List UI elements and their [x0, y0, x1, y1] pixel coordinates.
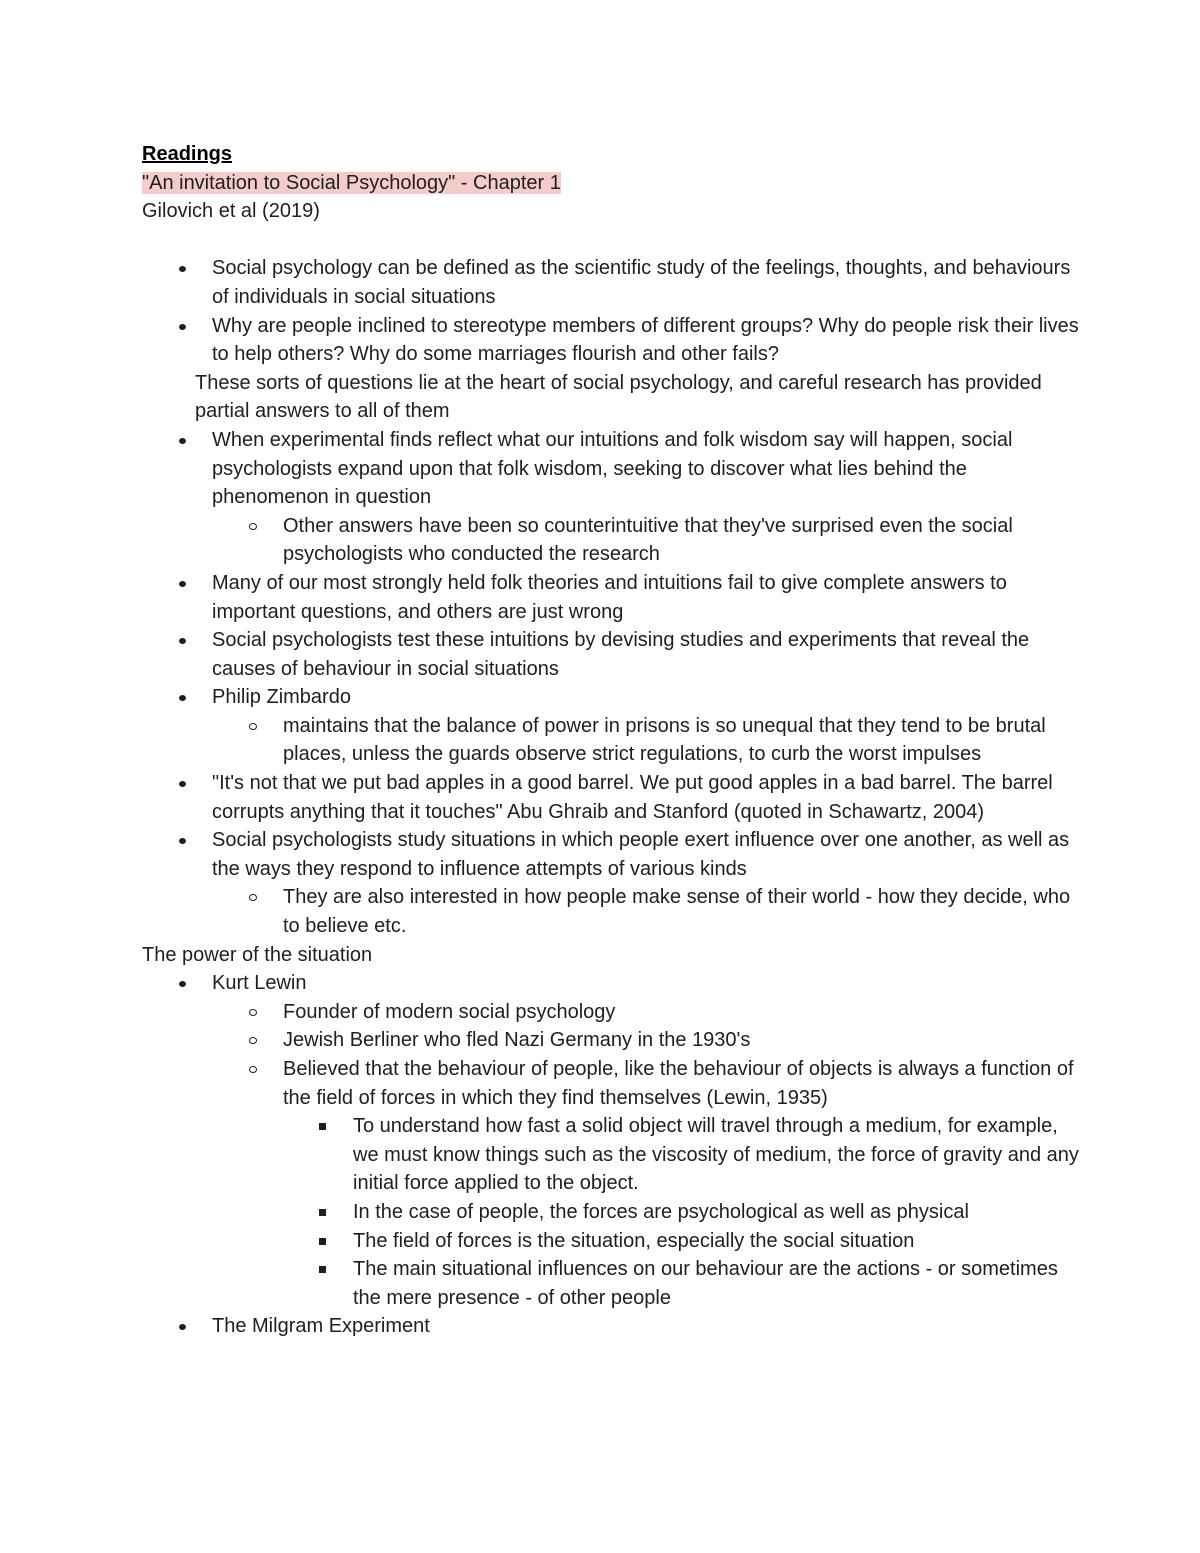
bullet-circle-icon — [247, 883, 263, 912]
reading-title-line — [142, 169, 1082, 198]
bullet-square-icon — [317, 1112, 333, 1141]
bullet-circle-icon — [247, 1055, 263, 1084]
list-subitem — [142, 712, 1082, 769]
bullet-disc-icon — [176, 1312, 192, 1341]
list-item — [142, 312, 1082, 369]
list-item-text: When experimental finds reflect what our intuitions and folk wisdom say will happen, social psychologists expand upon that folk wisdom, seeking to discover what lies behind the phenomenon in question — [212, 428, 1013, 509]
bullet-circle-icon — [247, 712, 263, 741]
list-subitem — [142, 998, 1082, 1027]
section-title: The power of the situation — [142, 943, 373, 966]
list-item-text: "It's not that we put bad apples in a good barrel. We put good apples in a bad barrel. The barrel corrupts anything that it touches" Abu Ghraib and Stanford (quoted in Schawartz, 2004) — [212, 772, 1053, 823]
list-item — [142, 969, 1082, 998]
list-subitem — [142, 883, 1082, 940]
list-item — [142, 683, 1082, 712]
list-subitem — [142, 1026, 1082, 1055]
bullet-disc-icon — [176, 569, 192, 598]
list-item-text: Social psychologists test these intuitions by devising studies and experiments that reveal the causes of behaviour in social situations — [212, 629, 1030, 680]
bullet-disc-icon — [176, 769, 192, 798]
list-item-text: To understand how fast a solid object will travel through a medium, for example, we must know things such as the viscosity of medium, the force of gravity and any initial force applied to the object. — [353, 1115, 1079, 1195]
bullet-square-icon — [317, 1255, 333, 1284]
list-subsubitem — [142, 1227, 1082, 1256]
bullet-square-icon — [317, 1227, 333, 1256]
list-item — [142, 426, 1082, 512]
list-item-text: Social psychology can be defined as the scientific study of the feelings, thoughts, and behaviours of individuals in social situations — [212, 257, 1071, 308]
list-item-text: Believed that the behaviour of people, like the behaviour of objects is always a function of the field of forces in which they find themselves (Lewin, 1935) — [283, 1058, 1074, 1109]
list-item-text: maintains that the balance of power in prisons is so unequal that they tend to be brutal places, unless the guards observe strict regulations, to curb the worst impulses — [283, 714, 1046, 766]
list-item-text: Jewish Berliner who fled Nazi Germany in the 1930's — [283, 1029, 751, 1052]
paragraph: These sorts of questions lie at the heart of social psychology, and careful research has provided partial answers to all of them — [195, 371, 1042, 423]
list-item-text: Kurt Lewin — [212, 972, 307, 995]
list-item-text: Many of our most strongly held folk theories and intuitions fail to give complete answers to important questions, and others are just wrong — [212, 571, 1007, 623]
list-subitem — [142, 1055, 1082, 1112]
bullet-disc-icon — [176, 969, 192, 998]
reading-author: Gilovich et al (2019) — [142, 200, 320, 223]
list-item-text: Founder of modern social psychology — [283, 1000, 616, 1023]
bullet-circle-icon — [247, 512, 263, 541]
list-item-text: The field of forces is the situation, especially the social situation — [353, 1229, 915, 1252]
reading-title: "An invitation to Social Psychology" - Chapter 1 — [142, 171, 561, 194]
list-item — [142, 569, 1082, 626]
bullet-disc-icon — [176, 312, 192, 341]
list-subsubitem — [142, 1112, 1082, 1198]
blank-line — [142, 226, 1082, 255]
list-item-text: Why are people inclined to stereotype members of different groups? Why do people risk their lives to help others? Why do some marriages flourish and other fails? — [212, 314, 1079, 366]
list-item-text: Social psychologists study situations in which people exert influence over one another, as well as the ways they respond to influence attempts of various kinds — [212, 829, 1070, 880]
document-page — [142, 140, 1082, 1341]
bullet-disc-icon — [176, 826, 192, 855]
list-item — [142, 1312, 1082, 1341]
bullet-circle-icon — [247, 998, 263, 1027]
bullet-disc-icon — [176, 426, 192, 455]
list-item-text: The Milgram Experiment — [212, 1315, 430, 1338]
list-item-text: In the case of people, the forces are psychological as well as physical — [353, 1200, 969, 1223]
bullet-square-icon — [317, 1198, 333, 1227]
list-item-text: They are also interested in how people make sense of their world - how they decide, who to believe etc. — [283, 886, 1071, 938]
list-subsubitem — [142, 1255, 1082, 1312]
bullet-circle-icon — [247, 1026, 263, 1055]
list-item — [142, 626, 1082, 683]
readings-heading: Readings — [142, 143, 233, 165]
list-item-text: The main situational influences on our behaviour are the actions - or sometimes the mere presence - of other people — [353, 1258, 1058, 1309]
list-item-text: Philip Zimbardo — [212, 686, 351, 709]
list-item-text: Other answers have been so counterintuitive that they've surprised even the social psychologists who conducted the research — [283, 514, 1013, 566]
list-item — [142, 769, 1082, 826]
bullet-disc-icon — [176, 683, 192, 712]
bullet-disc-icon — [176, 626, 192, 655]
list-item — [142, 254, 1082, 311]
list-subitem — [142, 512, 1082, 569]
list-item — [142, 826, 1082, 883]
bullet-disc-icon — [176, 254, 192, 283]
list-subsubitem — [142, 1198, 1082, 1227]
